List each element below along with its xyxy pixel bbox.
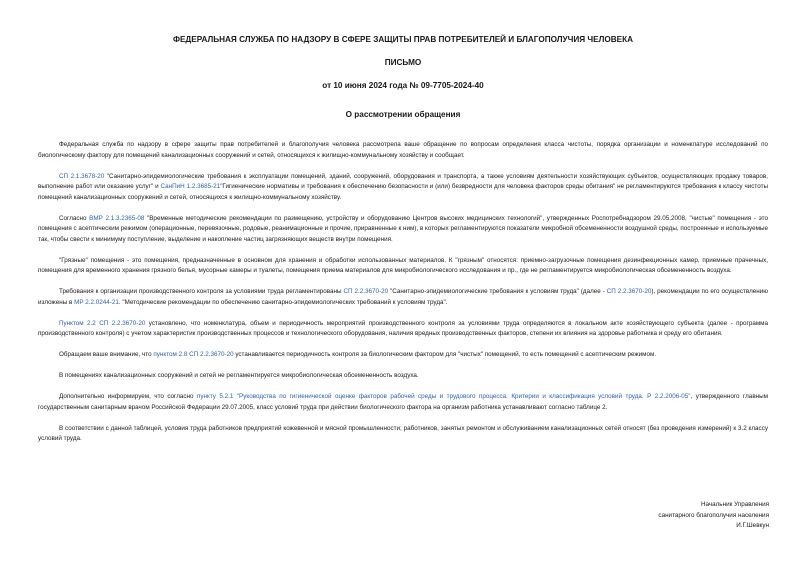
document-body: [38, 140, 768, 445]
document-page: [38, 34, 768, 455]
paragraph-7: [38, 350, 768, 361]
paragraph-text: "Грязные" помещения - это помещения, предназначенные в основном для хранения и обработки использованных материалов. К "грязным" относятся: приемно-загрузочные помещения дезинфекционных камер, приемные прачечных, помещения для временного хранения грязного белья, мусорные камеры и туалеты, помещения приема материалов для микробиологического исследования и пр., где не регламентируется микробиологическая обсемененность воздуха.: [38, 256, 768, 274]
link-sp-2-2-3670-20[interactable]: СП 2.2.3670-20: [343, 288, 389, 295]
signature-block: [658, 500, 769, 532]
paragraph-6: [38, 319, 768, 340]
paragraph-text: ), рекомендации по его осуществлению изложены в: [38, 288, 769, 306]
paragraph-9: [38, 392, 768, 413]
paragraph-5: [38, 287, 768, 308]
paragraph-text: В соответствии с данной таблицей, условия труда работников предприятий кожевенной и мясной промышленности; работников, занятых ремонтом и обслуживанием канализационных сетей относят (без проведения измерений) к 3.2 классу условий труда.: [38, 424, 768, 442]
paragraph-text: устанавливается периодичность контроля за биологическим фактором для "чистых" помещений, то есть помещений с асептическим режимом.: [233, 351, 657, 358]
paragraph-1: [38, 140, 768, 161]
link-sp-2-1-3678-20[interactable]: СП 2.1.3678-20: [59, 172, 105, 180]
paragraph-8: [38, 371, 768, 382]
paragraph-text: "Санитарно-эпидемиологические требования к эксплуатации помещений, зданий, сооружений, оборудования и транспорта, а также условиям деятельности хозяйствующих субъектов, осуществляющих продажу товаров, выполнение работ или оказание услуг" и: [38, 172, 768, 190]
paragraph-text: установлено, что номенклатура, объем и периодичность мероприятий производственного контроля за условиями труда определяются в локальном акте хозяйствующего субъекта (далее - программа производственного контроля) с учетом характеристик производственных процессов и технологического оборудования, наличия вредных производственных факторов, степени их влияния на здоровье работника и среду его обитания.: [38, 319, 769, 337]
paragraph-4: [38, 256, 768, 277]
paragraph-text: "Санитарно-эпидемиологические требования к условиям труда" (далее -: [388, 288, 607, 295]
link-r-2-2-2006-05[interactable]: "Руководства по гигиенической оценке факторов рабочей среды и трудового процесса. Критерии и классификация условий труда. Р 2.2.2006-05": [236, 393, 691, 400]
paragraph-2: [38, 172, 768, 204]
signature-position: Начальник Управления: [700, 501, 769, 508]
paragraph-text: "Временные методические рекомендации по размещению, устройству и оборудованию Центров высоких медицинских технологий", утвержденных Роспотребнадзором 29.05.2008, "чистые" помещения - это помещения с асептическим режимом (операционные, перевязочные, родовые, реанимационные и прочие, приравненные к ним), в которых регламентируются показатели микробной обсемененности воздушной среды, построенные и используемые так, чтобы свести к минимуму поступление, выделение и накопление частиц загрязняющих веществ внутри помещения.: [38, 214, 768, 243]
link-sanpin-1-2-3685-21[interactable]: СанПиН 1.2.3685-21: [160, 183, 221, 190]
paragraph-text: . "Методические рекомендации по обеспечению санитарно-эпидемиологических требований к условиям труда".: [118, 298, 448, 306]
signature-department: санитарного благополучия населения: [658, 511, 769, 519]
paragraph-text: , утвержденного главным государственным санитарным врачом Российской Федерации 29.07.2005, класс условий труда при действии биологического фактора на организм работника устанавливают согласно таблице 2.: [38, 393, 768, 411]
paragraph-text: Дополнительно информируем, что согласно: [59, 393, 197, 400]
paragraph-10: [38, 424, 768, 445]
link-vmr-2-1-3-2365-08[interactable]: ВМР 2.1.3.2365-08: [89, 214, 145, 222]
signature-name: И.Г.Шевкун: [736, 522, 769, 529]
paragraph-text: "Гигиенические нормативы и требования к обеспечению безопасности и (или) безвредности для человека факторов среды обитания" не регламентируются требования к классу чистоты помещений канализационных сооружений и сетей, относящихся к жилищно-коммунальному хозяйству.: [38, 183, 768, 201]
paragraph-text: Федеральная служба по надзору в сфере защиты прав потребителей и благополучия человека рассмотрела ваше обращение по вопросам определения класса чистоты, порядка организации и номенклатуре исследований по биологическому фактору для помещений канализационных сооружений и сетей, относящихся к жилищно-коммунальному хозяйству и сообщает.: [38, 141, 768, 159]
document-type: ПИСЬМО: [384, 58, 422, 67]
agency-name: ФЕДЕРАЛЬНАЯ СЛУЖБА ПО НАДЗОРУ В СФЕРЕ ЗАЩИТЫ ПРАВ ПОТРЕБИТЕЛЕЙ И БЛАГОПОЛУЧИЯ ЧЕЛОВЕКА: [172, 35, 634, 44]
document-subject: О рассмотрении обращения: [345, 110, 461, 119]
paragraph-3: [38, 214, 768, 246]
paragraph-text: В помещениях канализационных сооружений и сетей не регламентируется микробиологическая обсемененность воздуха.: [59, 372, 419, 379]
link-clause-2-2[interactable]: Пунктом 2.2 СП 2.2.3670-20: [59, 319, 146, 327]
paragraph-text: Согласно: [59, 214, 90, 222]
document-date-number: от 10 июня 2024 года № 09-7705-2024-40: [322, 81, 484, 90]
link-mr-2-2-0244-21[interactable]: МР 2.2.0244-21: [74, 298, 119, 306]
link-clause-5-2-1[interactable]: пункту 5.2.1: [196, 393, 234, 400]
paragraph-text: Требования к организации производственного контроля за условиями труда регламентированы: [59, 288, 344, 295]
paragraph-text: Обращаем ваше внимание, что: [59, 351, 154, 358]
link-sp-2-2-3670-20-alias[interactable]: СП 2.2.3670-20: [606, 288, 652, 295]
link-clause-2-8[interactable]: пунктом 2.8 СП 2.2.3670-20: [153, 351, 234, 358]
